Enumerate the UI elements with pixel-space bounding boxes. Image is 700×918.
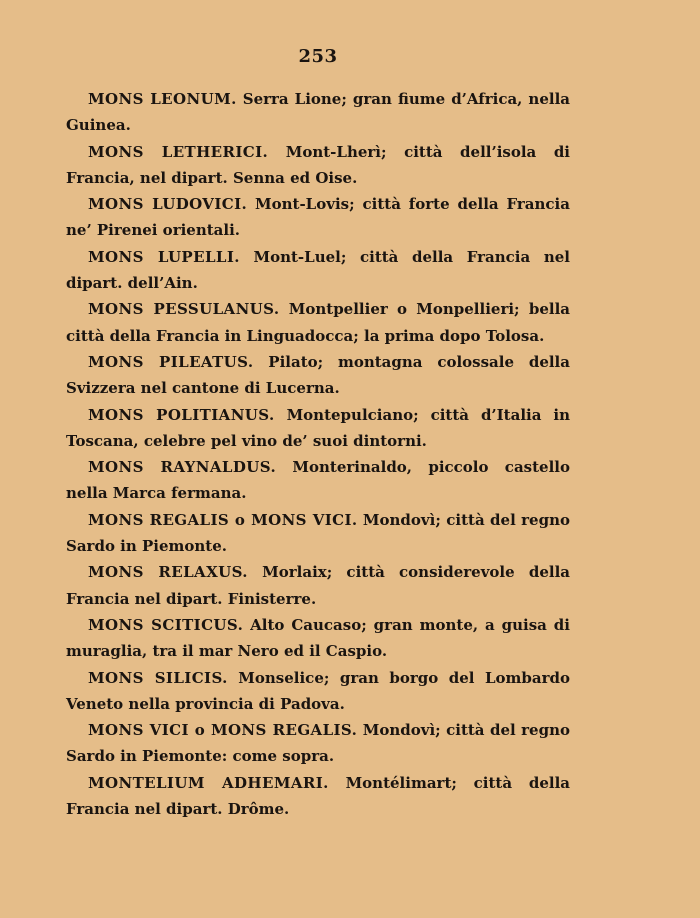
- entry-definition: Serra Lione; gran fiume d’Africa, nella Guinea.: [66, 90, 570, 135]
- entry-definition: Mondovì; città del regno Sardo in Piemonte.: [66, 510, 570, 556]
- dictionary-entry: [66, 612, 570, 665]
- book-page: [66, 0, 570, 918]
- dictionary-entry: [66, 770, 570, 823]
- entry-definition: Alto Caucaso; gran monte, a guisa di muraglia, tra il mar Nero ed il Caspio.: [66, 615, 570, 661]
- entry-headword: MONS RAYNALDUS.: [88, 458, 277, 477]
- dictionary-entry: [66, 296, 570, 349]
- dictionary-entry: [66, 402, 570, 455]
- dictionary-entries: [66, 86, 570, 822]
- entry-headword: MONS VICI o MONS REGALIS.: [88, 721, 358, 740]
- entry-headword: MONS LETHERICI.: [88, 142, 269, 161]
- entry-definition: Pilato; montagna colossale della Svizzera nel cantone di Lucerna.: [66, 352, 570, 398]
- dictionary-entry: [66, 349, 570, 402]
- entry-definition: Mont-Luel; città della Francia nel dipart. dell’Ain.: [66, 247, 570, 293]
- dictionary-entry: [66, 86, 570, 139]
- dictionary-entry: [66, 717, 570, 770]
- dictionary-entry: [66, 244, 570, 297]
- entry-definition: Morlaix; città considerevole della Francia nel dipart. Finisterre.: [66, 563, 570, 608]
- page-number: 253: [298, 46, 338, 67]
- entry-headword: MONS PILEATUS.: [88, 352, 254, 371]
- entry-headword: MONS SILICIS.: [88, 668, 228, 687]
- dictionary-entry: [66, 191, 570, 244]
- entry-headword: MONS POLITIANUS.: [88, 405, 275, 424]
- dictionary-entry: [66, 665, 570, 718]
- entry-definition: Mont-Lherì; città dell’isola di Francia, nel dipart. Senna ed Oise.: [66, 142, 570, 187]
- entry-headword: MONS LUDOVICI.: [88, 195, 248, 214]
- dictionary-entry: [66, 559, 570, 612]
- entry-headword: MONTELIUM ADHEMARI.: [88, 773, 329, 792]
- entry-headword: MONS SCITICUS.: [88, 615, 244, 634]
- entry-definition: Monterinaldo, piccolo castello nella Marca fermana.: [66, 458, 570, 503]
- entry-definition: Montpellier o Monpellieri; bella città della Francia in Linguadocca; la prima dopo Tolosa.: [66, 300, 570, 345]
- entry-headword: MONS LUPELLI.: [88, 247, 240, 266]
- entry-definition: Montepulciano; città d’Italia in Toscana, celebre pel vino de’ suoi dintorni.: [66, 405, 570, 450]
- entry-definition: Mondovì; città del regno Sardo in Piemonte: come sopra.: [66, 721, 570, 766]
- entry-definition: Mont-Lovis; città forte della Francia ne’ Pirenei orientali.: [66, 195, 570, 240]
- entry-definition: Monselice; gran borgo del Lombardo Veneto nella provincia di Padova.: [66, 668, 570, 713]
- entry-definition: Montélimart; città della Francia nel dipart. Drôme.: [66, 773, 570, 819]
- dictionary-entry: [66, 454, 570, 507]
- entry-headword: MONS RELAXUS.: [88, 563, 248, 582]
- dictionary-entry: [66, 139, 570, 192]
- entry-headword: MONS PESSULANUS.: [88, 300, 280, 319]
- dictionary-entry: [66, 507, 570, 560]
- entry-headword: MONS LEONUM.: [88, 90, 237, 108]
- entry-headword: MONS REGALIS o MONS VICI.: [88, 510, 358, 529]
